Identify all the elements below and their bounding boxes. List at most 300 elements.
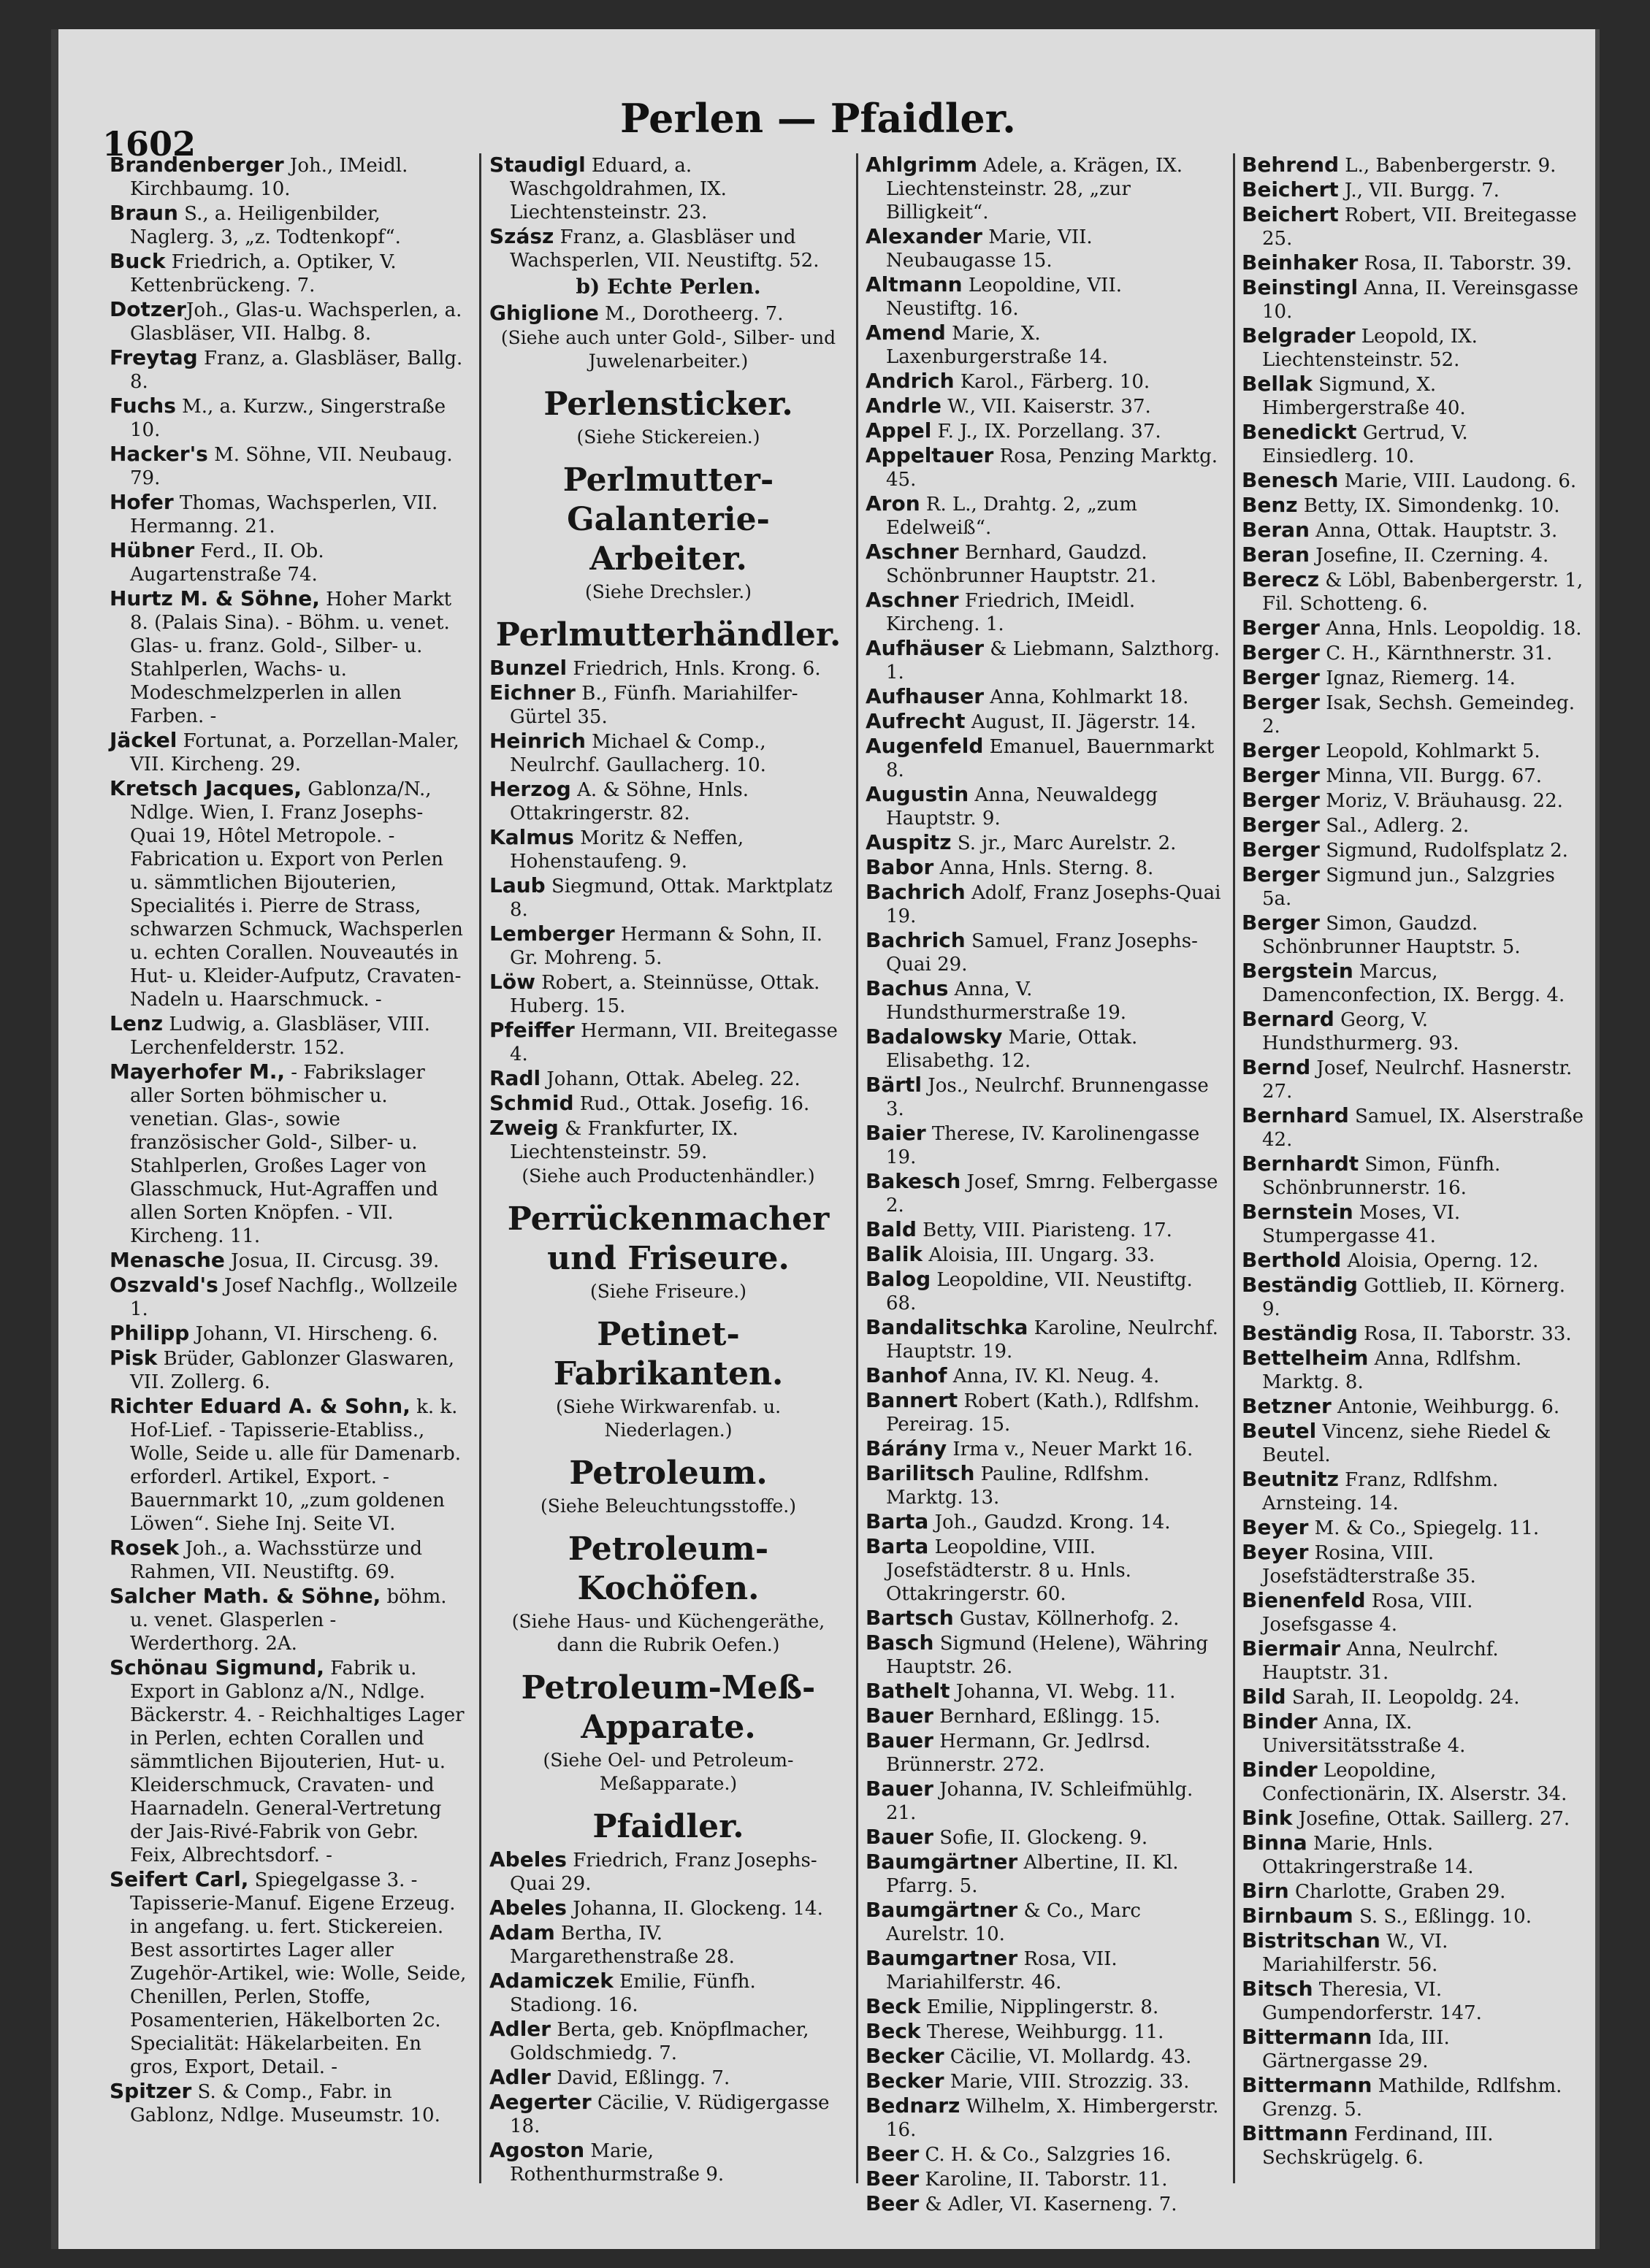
entry-name: Baier	[866, 1121, 926, 1145]
directory-entry	[866, 1389, 1223, 1436]
page-header	[102, 66, 1534, 164]
column-rule	[1233, 153, 1235, 2183]
directory-entry	[110, 1868, 467, 2079]
directory-entry	[110, 1060, 467, 1248]
directory-entry	[1242, 1346, 1585, 1394]
entry-name: Aufrecht	[866, 709, 966, 733]
section-heading: Petinet-Fabrikanten.	[553, 1316, 784, 1392]
entry-name: Mayerhofer M.,	[110, 1060, 285, 1084]
entry-details: Anna, Hnls. Sterng. 8.	[933, 857, 1154, 879]
entry-details: Cäcilie, VI. Mollardg. 43.	[944, 2046, 1192, 2068]
directory-entry	[110, 298, 467, 345]
entry-name: Bachrich	[866, 928, 966, 952]
directory-entry	[1242, 1322, 1585, 1346]
directory-entry	[110, 2080, 467, 2127]
entry-details: Ferd., II. Ob. Augartenstraße 74.	[130, 540, 324, 586]
entry-details: Rosa, VII. Mariahilferstr. 46.	[886, 1948, 1118, 1993]
entry-name: Binna	[1242, 1831, 1307, 1855]
entry-name: Salcher Math. & Söhne,	[110, 1584, 381, 1608]
cross-reference-note: (Siehe auch unter Gold-, Silber- und Juwelenarbeiter.)	[500, 327, 836, 372]
directory-entry	[866, 540, 1223, 588]
entry-details: Fabrik u. Export in Gablonz a/N., Ndlge. Bäckerstr. 4. - Reichhaltiges Lager in Perlen, echten Corallen und sämmtlichen Bijouterien, Hut- u. Kleiderschmuck, Cravaten- und Haarnadeln. General-Vertretung der Jais-Rivé-Fabrik von Gebr. Feix, Albrechtsdorf. -	[130, 1658, 465, 1866]
cross-reference-note: (Siehe Drechsler.)	[585, 581, 752, 602]
entry-name: Biermair	[1242, 1636, 1341, 1660]
entry-details: Anna, II. Vereinsgasse 10.	[1262, 277, 1578, 323]
entry-details: Anna, V. Hundsthurmerstraße 19.	[886, 978, 1127, 1024]
entry-details: Joh., a. Wachsstürze und Rahmen, VII. Neustiftg. 69.	[130, 1538, 423, 1583]
entry-name: Seifert Carl,	[110, 1867, 249, 1891]
directory-entry	[1242, 153, 1585, 177]
directory-entry	[866, 273, 1223, 321]
entry-details: Theresia, VI. Gumpendorferstr. 147.	[1262, 1979, 1482, 2024]
directory-entry	[110, 202, 467, 249]
entry-name: Binder	[1242, 1758, 1318, 1782]
entry-details: S. jr., Marc Aurelstr. 2.	[951, 832, 1177, 854]
directory-entry	[110, 1346, 467, 1394]
entry-name: Beutnitz	[1242, 1467, 1339, 1491]
entry-details: Adolf, Franz Josephs-Quai 19.	[886, 882, 1221, 927]
entry-name: Berthold	[1242, 1248, 1342, 1272]
entry-details: Adele, a. Krägen, IX. Liechtensteinstr. 28, „zur Billigkeit“.	[886, 155, 1183, 223]
entry-name: Berger	[1242, 862, 1320, 886]
section-heading: Petroleum.	[569, 1455, 768, 1492]
directory-entry	[489, 2091, 847, 2138]
directory-entry	[866, 153, 1223, 224]
entry-name: Behrend	[1242, 153, 1340, 177]
entry-name: Bednarz	[866, 2093, 960, 2118]
entry-details: Anna, Kohlmarkt 18.	[984, 686, 1189, 708]
entry-details: Spiegelgasse 3. - Tapisserie-Manuf. Eigene Erzeug. in angefang. u. fert. Stickereien. Best assortirtes Lager aller Zugehör-Artikel, wie: Wolle, Seide, Chenillen, Perlen, Stoffe, Posamenterien, Häkelborten 2c. Specialität: Häkelarbeiten. En gros, Export, Detail. -	[130, 1869, 467, 2078]
entry-details: Marie, VII. Neubaugasse 15.	[886, 226, 1093, 272]
directory-entry	[866, 321, 1223, 369]
directory-entry	[110, 1656, 467, 1867]
section-heading: Perlmutter-Galanterie-Arbeiter.	[562, 461, 774, 578]
entry-name: Beck	[866, 1994, 921, 2018]
entry-details: Leopoldine, VII. Neustiftg. 68.	[886, 1269, 1193, 1314]
entry-name: Beer	[866, 2191, 920, 2215]
directory-entry	[866, 1025, 1223, 1073]
directory-entry	[1242, 203, 1585, 250]
entry-details: Hoher Markt 8. (Palais Sina). - Böhm. u. venet. Glas- u. franz. Gold-, Silber- u. Stahlperlen, Wachs- u. Modeschmelzperlen in allen Farben. -	[130, 589, 452, 727]
entry-details: Siegmund, Ottak. Marktplatz 8.	[510, 876, 833, 921]
entry-details: Irma v., Neuer Markt 16.	[947, 1438, 1193, 1460]
entry-details: Hermann, VII. Breitegasse 4.	[510, 1020, 838, 1065]
entry-name: Banhof	[866, 1363, 947, 1387]
directory-entry	[1242, 178, 1585, 202]
entry-name: Bathelt	[866, 1679, 950, 1703]
entry-details: & Löbl, Babenbergerstr. 1, Fil. Schotteng. 6.	[1262, 570, 1584, 615]
entry-details: M. Söhne, VII. Neubaug. 79.	[130, 444, 453, 489]
entry-details: Michael & Comp., Neulrchf. Gaullacherg. 10.	[510, 731, 766, 776]
entry-details: Ludwig, a. Glasbläser, VIII. Lerchenfelderstr. 152.	[130, 1014, 430, 1059]
entry-details: - Fabrikslager aller Sorten böhmischer u. venetian. Glas-, sowie französischer Gold-, Silber- u. Stahlperlen, Großes Lager von Glasschmuck, Hut-Agraffen und allen Sorten Knöpfen. - VII. Kircheng. 11.	[130, 1062, 438, 1247]
column-rule	[479, 153, 481, 2183]
directory-entry	[866, 2142, 1223, 2167]
entry-details: & Adler, VI. Kaserneng. 7.	[919, 2194, 1177, 2215]
entry-details: Robert, a. Steinnüsse, Ottak. Huberg. 15.	[510, 972, 820, 1017]
directory-entry	[1242, 1880, 1585, 1904]
entry-details: Gablonza/N., Ndlge. Wien, I. Franz Josephs-Quai 19, Hôtel Metropole. - Fabrication u. Export von Perlen u. sämmtlichen Bijouterien, Specialités i. Pierre de Strass, schwarzen Schmuck, Wachsperlen u. echten Corallen. Nouveautés in Hut- u. Kleider-Aufputz, Cravaten-Nadeln u. Haarschmuck. -	[130, 778, 463, 1011]
entry-details: Anna, IX. Universitätsstraße 4.	[1262, 1712, 1466, 1757]
directory-entry	[110, 539, 467, 586]
directory-entry	[110, 1536, 467, 1584]
entry-details: Bernhard, Gaudzd. Schönbrunner Hauptstr. 21.	[886, 542, 1157, 587]
directory-entry	[1242, 1420, 1585, 1467]
directory-entry	[1242, 1541, 1585, 1588]
entry-name: Alexander	[866, 224, 982, 248]
directory-entry	[866, 1437, 1223, 1461]
entry-details: Sigmund jun., Salzgries 5a.	[1262, 865, 1555, 910]
directory-entry	[1242, 1904, 1585, 1928]
cross-reference-note: (Siehe Stickereien.)	[576, 426, 760, 448]
entry-details: Brüder, Gablonzer Glaswaren, VII. Zollerg. 6.	[130, 1348, 454, 1393]
entry-details: S. S., Eßlingg. 10.	[1353, 1906, 1532, 1928]
entry-details: Rud., Ottak. Josefig. 16.	[573, 1093, 810, 1115]
entry-name: Berger	[1242, 911, 1320, 935]
entry-details: Johanna, IV. Schleifmühlg. 21.	[886, 1779, 1193, 1824]
entry-name: Aron	[866, 491, 920, 516]
entry-name: Beständig	[1242, 1273, 1358, 1297]
directory-entry	[489, 826, 847, 873]
entry-details: Eduard, a. Waschgoldrahmen, IX. Liechtensteinstr. 23.	[510, 155, 727, 223]
directory-entry	[110, 443, 467, 490]
entry-details: Sigmund, X. Himbergerstraße 40.	[1262, 374, 1466, 419]
entry-details: Emanuel, Bauernmarkt 8.	[886, 736, 1215, 781]
entry-name: Berecz	[1242, 567, 1320, 591]
directory-entry	[1242, 324, 1585, 372]
entry-name: Berger	[1242, 813, 1320, 837]
entry-details: Josua, II. Circusg. 39.	[224, 1250, 440, 1272]
directory-entry	[1242, 1008, 1585, 1055]
entry-name: Appel	[866, 418, 932, 443]
entry-name: Bakesch	[866, 1169, 961, 1193]
cross-reference-note: (Siehe auch Productenhändler.)	[522, 1165, 815, 1187]
directory-entry	[1242, 1831, 1585, 1879]
directory-entry	[110, 346, 467, 394]
entry-details: Antonie, Weihburgg. 6.	[1331, 1396, 1560, 1418]
entry-name: Balog	[866, 1267, 931, 1291]
entry-name: Bergstein	[1242, 959, 1353, 983]
entry-name: Berger	[1242, 738, 1320, 762]
directory-entry	[489, 225, 847, 272]
entry-details: Leopoldine, Confectionärin, IX. Alserstr. 34.	[1262, 1760, 1567, 1805]
directory-entry	[866, 929, 1223, 976]
entry-details: Bernhard, Eßlingg. 15.	[933, 1706, 1161, 1728]
directory-entry	[866, 1510, 1223, 1534]
entry-details: Joh., IMeidl. Kirchbaumg. 10.	[130, 155, 408, 200]
entry-details: Marie, Ottak. Elisabethg. 12.	[886, 1027, 1138, 1072]
entry-name: Augustin	[866, 782, 969, 806]
directory-entry	[866, 1364, 1223, 1388]
entry-details: Sofie, II. Glockeng. 9.	[933, 1827, 1148, 1849]
entry-details: L., Babenbergerstr. 9.	[1339, 155, 1557, 177]
directory-entry	[866, 2094, 1223, 2142]
entry-name: Appeltauer	[866, 443, 994, 467]
entry-details: Marie, VIII. Laudong. 6.	[1338, 470, 1577, 492]
entry-name: Pfeiffer	[489, 1018, 575, 1042]
entry-name: Beichert	[1242, 202, 1339, 226]
entry-details: Pauline, Rdlfshm. Marktg. 13.	[886, 1463, 1150, 1509]
entry-details: Ida, III. Gärtnergasse 29.	[1262, 2027, 1450, 2072]
entry-name: Bauer	[866, 1777, 933, 1801]
entry-name: Bárány	[866, 1436, 947, 1460]
entry-name: Bartsch	[866, 1606, 954, 1630]
entry-name: Lemberger	[489, 922, 615, 946]
entry-name: Abeles	[489, 1896, 567, 1920]
directory-entry	[866, 1316, 1223, 1363]
entry-details: Marie, Hnls. Ottakringerstraße 14.	[1262, 1833, 1474, 1878]
section-heading: Perrückenmacher und Friseure.	[507, 1200, 830, 1277]
entry-name: Freytag	[110, 345, 198, 369]
entry-name: Richter Eduard A. & Sohn,	[110, 1394, 410, 1418]
directory-entry	[866, 2069, 1223, 2093]
entry-details: Therese, IV. Karolinengasse 19.	[886, 1123, 1200, 1168]
directory-entry	[866, 1850, 1223, 1898]
entry-name: Bernstein	[1242, 1200, 1353, 1224]
entry-details: Simon, Fünfh. Schönbrunnerstr. 16.	[1262, 1154, 1501, 1199]
directory-entry	[1242, 813, 1585, 838]
directory-entry	[489, 778, 847, 825]
directory-entry	[866, 1631, 1223, 1679]
entry-name: Amend	[866, 321, 946, 345]
entry-name: Löw	[489, 970, 535, 994]
directory-entry	[866, 1777, 1223, 1825]
entry-name: Brandenberger	[110, 153, 284, 177]
directory-entry	[1242, 764, 1585, 788]
directory-entry	[1242, 1637, 1585, 1685]
entry-name: Staudigl	[489, 153, 586, 177]
entry-details: Robert, VII. Breitegasse 25.	[1262, 204, 1577, 250]
entry-details: Simon, Gaudzd. Schönbrunner Hauptstr. 5.	[1262, 913, 1521, 958]
entry-name: Bitsch	[1242, 1977, 1313, 2001]
directory-entry	[1242, 1152, 1585, 1200]
entry-name: Adamiczek	[489, 1969, 614, 1993]
entry-name: Barilitsch	[866, 1461, 975, 1485]
directory-entry	[1242, 1977, 1585, 2025]
entry-details: Marie, VIII. Strozzig. 33.	[944, 2071, 1190, 2093]
directory-entry	[1242, 641, 1585, 665]
directory-entry	[1242, 1395, 1585, 1419]
entry-details: R. L., Drahtg. 2, „zum Edelweiß“.	[886, 494, 1137, 539]
directory-entry	[1242, 1758, 1585, 1806]
entry-name: Spitzer	[110, 2079, 192, 2103]
directory-entry	[866, 1729, 1223, 1777]
entry-details: Moses, VI. Stumpergasse 41.	[1262, 1202, 1461, 1247]
entry-name: Ghiglione	[489, 301, 599, 325]
entry-name: Bistritschan	[1242, 1928, 1380, 1953]
entry-details: Georg, V. Hundsthurmerg. 93.	[1262, 1009, 1459, 1054]
section-heading: Perlmutterhändler.	[495, 616, 841, 654]
entry-name: Bunzel	[489, 656, 568, 680]
entry-details: Franz, a. Glasbläser, Ballg. 8.	[130, 348, 463, 393]
entry-name: Beer	[866, 2142, 920, 2166]
entry-details: Joh., Gaudzd. Krong. 14.	[928, 1512, 1171, 1533]
entry-name: Aufhäuser	[866, 636, 985, 660]
entry-details: Aloisia, Operng. 12.	[1341, 1250, 1539, 1272]
entry-name: Beran	[1242, 543, 1310, 567]
directory-entry	[489, 302, 847, 326]
entry-details: Karoline, Neulrchf. Hauptstr. 19.	[886, 1317, 1218, 1363]
entry-name: Beinhaker	[1242, 250, 1359, 275]
entry-details: August, II. Jägerstr. 14.	[965, 711, 1196, 733]
entry-details: Jos., Neulrchf. Brunnengasse 3.	[886, 1075, 1209, 1120]
directory-entry	[489, 1067, 847, 1091]
directory-entry	[110, 1395, 467, 1536]
entry-name: Zweig	[489, 1116, 559, 1140]
entry-details: Thomas, Wachsperlen, VII. Hermanng. 21.	[130, 492, 438, 537]
entry-details: Friedrich, a. Optiker, V. Kettenbrückeng. 7.	[130, 251, 397, 296]
entry-details: Marie, Rothenthurmstraße 9.	[510, 2140, 725, 2185]
cross-reference-note: (Siehe Wirkwarenfab. u. Niederlagen.)	[555, 1396, 782, 1441]
entry-name: Bauer	[866, 1825, 933, 1849]
entry-details: Ferdinand, III. Sechskrügelg. 6.	[1262, 2123, 1494, 2169]
section-heading: Perlensticker.	[543, 386, 793, 423]
directory-entry	[866, 2167, 1223, 2191]
entry-details: J., VII. Burgg. 7.	[1338, 180, 1500, 202]
directory-entry	[866, 1535, 1223, 1606]
directory-entry	[1242, 1710, 1585, 1758]
directory-entry	[866, 492, 1223, 540]
entry-name: Betzner	[1242, 1394, 1332, 1418]
entry-name: Babor	[866, 855, 934, 879]
entry-name: Fuchs	[110, 394, 176, 418]
entry-name: Bernd	[1242, 1055, 1311, 1079]
entry-name: Bellak	[1242, 372, 1313, 396]
entry-details: Friedrich, Franz Josephs-Quai 29.	[510, 1850, 817, 1895]
entry-details: Franz, Rdlfshm. Arnsteing. 14.	[1262, 1469, 1499, 1514]
entry-name: Baumgartner	[866, 1946, 1018, 1970]
directory-entry	[866, 856, 1223, 880]
entry-name: Aufhauser	[866, 684, 985, 708]
directory-entry	[489, 2018, 847, 2065]
entry-name: Beutel	[1242, 1419, 1317, 1443]
directory-entry	[1242, 1056, 1585, 1103]
directory-entry	[866, 1243, 1223, 1267]
directory-entry	[110, 1012, 467, 1060]
directory-entry	[1242, 1929, 1585, 1977]
entry-name: Beyer	[1242, 1515, 1309, 1539]
entry-name: Bernhardt	[1242, 1152, 1359, 1176]
directory-entry	[866, 2045, 1223, 2069]
running-head: Perlen — Pfaidler.	[620, 95, 1016, 142]
entry-details: Emilie, Fünfh. Stadiong. 16.	[510, 1971, 756, 2016]
cross-reference-note: (Siehe Beleuchtungsstoffe.)	[541, 1495, 796, 1517]
entry-details: Anna, IV. Kl. Neug. 4.	[947, 1365, 1160, 1387]
directory-entry	[1242, 1104, 1585, 1152]
directory-entry	[1242, 959, 1585, 1007]
directory-entry	[489, 874, 847, 922]
directory-entry	[1242, 789, 1585, 813]
entry-details: S., a. Heiligenbilder, Naglerg. 3, „z. Todtenkopf“.	[130, 203, 401, 248]
entry-name: Szász	[489, 224, 554, 248]
entry-details: Betty, IX. Simondenkg. 10.	[1297, 495, 1560, 517]
directory-entry	[1242, 1468, 1585, 1515]
entry-name: Birnbaum	[1242, 1904, 1353, 1928]
directory-entry	[1242, 469, 1585, 493]
entry-name: Benedickt	[1242, 420, 1357, 444]
entry-details: & Frankfurter, IX. Liechtensteinstr. 59.	[510, 1118, 738, 1163]
entry-name: Berger	[1242, 788, 1320, 812]
entry-name: Aschner	[866, 588, 959, 612]
directory-entry	[489, 153, 847, 224]
directory-entry	[110, 1322, 467, 1346]
entry-name: Braun	[110, 201, 178, 225]
entry-details: Ignaz, Riemerg. 14.	[1319, 667, 1516, 689]
entry-details: Rosa, II. Taborstr. 33.	[1357, 1323, 1572, 1345]
entry-name: Berger	[1242, 690, 1320, 714]
directory-entry	[866, 637, 1223, 684]
directory-entry	[866, 881, 1223, 928]
directory-entry	[866, 2020, 1223, 2044]
directory-entry	[866, 977, 1223, 1024]
entry-name: Aschner	[866, 540, 959, 564]
column-rule	[856, 153, 858, 2183]
directory-entry	[489, 656, 847, 681]
directory-entry	[489, 729, 847, 777]
directory-entry	[110, 1273, 467, 1321]
entry-name: Beichert	[1242, 177, 1339, 202]
directory-entry	[1242, 666, 1585, 690]
directory-entry	[866, 1825, 1223, 1850]
entry-details: C. H., Kärnthnerstr. 31.	[1319, 643, 1553, 664]
directory-entry	[110, 777, 467, 1011]
directory-entry	[866, 1073, 1223, 1121]
directory-entry	[866, 783, 1223, 830]
entry-name: Beer	[866, 2167, 920, 2191]
entry-name: Menasche	[110, 1248, 225, 1272]
entry-name: Bink	[1242, 1806, 1293, 1830]
entry-name: Adam	[489, 1920, 555, 1945]
column-3	[866, 153, 1223, 2215]
entry-name: Radl	[489, 1066, 541, 1090]
entry-name: Beck	[866, 2019, 921, 2043]
directory-entry	[1242, 421, 1585, 468]
directory-entry	[866, 1899, 1223, 1946]
section-heading: Petroleum-Kochöfen.	[568, 1530, 769, 1607]
entry-name: Barta	[866, 1534, 929, 1558]
entry-details: Aloisia, III. Ungarg. 33.	[923, 1244, 1156, 1266]
directory-entry	[1242, 838, 1585, 862]
entry-name: Bernard	[1242, 1007, 1334, 1031]
entry-details: David, Eßlingg. 7.	[551, 2067, 730, 2089]
entry-name: Pisk	[110, 1346, 158, 1370]
entry-details: C. H. & Co., Salzgries 16.	[919, 2144, 1172, 2166]
directory-entry	[1242, 739, 1585, 763]
entry-name: Benz	[1242, 493, 1298, 517]
directory-entry	[489, 2066, 847, 2090]
entry-name: Bienenfeld	[1242, 1588, 1366, 1612]
entry-details: Isak, Sechsh. Gemeindeg. 2.	[1262, 692, 1575, 738]
entry-name: Schönau Sigmund,	[110, 1655, 324, 1679]
entry-name: Bald	[866, 1217, 917, 1241]
directory-entry	[866, 1122, 1223, 1169]
entry-details: Anna, Neulrchf. Hauptstr. 31.	[1262, 1639, 1499, 1684]
directory-entry	[1242, 616, 1585, 640]
entry-details: Mathilde, Rdlfshm. Grenzg. 5.	[1262, 2075, 1562, 2120]
entry-name: Herzog	[489, 777, 571, 801]
entry-details: Johanna, II. Glockeng. 14.	[566, 1898, 823, 1920]
entry-details: Leopold, IX. Liechtensteinstr. 52.	[1262, 326, 1478, 371]
cross-reference-note: (Siehe Friseure.)	[590, 1281, 746, 1302]
section-subheading: b) Echte Perlen.	[576, 275, 761, 299]
entry-details: M. & Co., Spiegelg. 11.	[1308, 1517, 1540, 1539]
directory-entry	[866, 1606, 1223, 1631]
entry-name: Bachus	[866, 976, 949, 1000]
entry-details: Johann, Ottak. Abeleg. 22.	[541, 1068, 801, 1090]
entry-details: Sal., Adlerg. 2.	[1319, 815, 1470, 837]
entry-details: Bertha, IV. Margarethenstraße 28.	[510, 1923, 735, 1968]
directory-entry	[1242, 568, 1585, 616]
